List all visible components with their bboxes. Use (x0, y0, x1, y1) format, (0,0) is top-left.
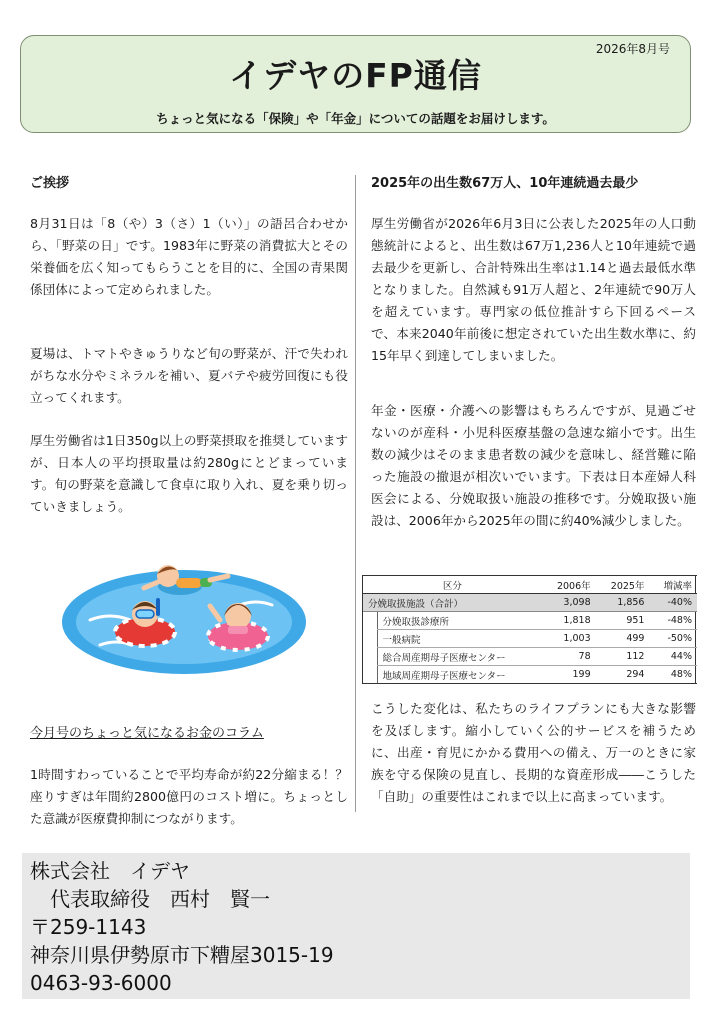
delivery-facilities-table (362, 575, 696, 684)
table-header-2025: 2025年 (596, 576, 650, 594)
company-address: 神奈川県伊勢原市下糟屋3015-19 (30, 943, 334, 967)
company-phone: 0463-93-6000 (30, 971, 172, 995)
table-cell-change: 44% (649, 648, 697, 666)
newsletter-subtitle: ちょっと気になる「保険」や「年金」についての話題をお届けします。 (156, 111, 555, 126)
table-cell-2006: 3,098 (542, 594, 596, 612)
table-cell-name: 分娩取扱施設（合計） (363, 594, 542, 612)
table-cell-name: 一般病院 (377, 630, 542, 648)
news-paragraph-2: 年金・医療・介護への影響はもちろんですが、見過ごせないのが産科・小児科医療基盤の急速な縮小です。出生数の減少はそのまま患者数の減少を意味し、経営難に陥った施設の撤退が相次いでいます。下表は日本産婦人科医会による、分娩取扱い施設の推移です。分娩取扱い施設は、2006年から2025年の間に約40%減少しました。 (371, 403, 696, 528)
news-paragraph-1: 厚生労働省が2026年6月3日に公表した2025年の人口動態統計によると、出生数は67万1,236人と10年連続で過去最少を更新し、合計特殊出生率は1.14と過去最低水準となりました。自然減も91万人超と、2年連続で90万人を超えています。専門家の低位推計すら下回るペースで、本来2040年前後に想定されていた出生数水準に、約15年早く到達してしまいました。 (371, 216, 696, 363)
pool-illustration (60, 550, 308, 678)
table-header-2006: 2006年 (542, 576, 596, 594)
table-cell-name: 分娩取扱診療所 (377, 612, 542, 630)
table-cell-2006: 78 (542, 648, 596, 666)
table-cell-name: 地域周産期母子医療センター (377, 666, 542, 684)
newsletter-title: イデヤのFP通信 (229, 56, 482, 95)
table-row (363, 630, 697, 648)
company-representative: 代表取締役 西村 賢一 (30, 887, 270, 911)
table-indent (363, 648, 377, 666)
company-name: 株式会社 イデヤ (30, 859, 190, 883)
greeting-title: ご挨拶 (30, 176, 70, 191)
table-cell-change: -50% (649, 630, 697, 648)
table-indent (363, 612, 377, 630)
money-column-paragraph: 1時間すわっていることで平均寿命が約22分縮まる！？座りすぎは年間約2800億円のコスト増に。ちょっとした意識が医療費抑制につながります。 (30, 767, 348, 826)
news-paragraph-3: こうした変化は、私たちのライフプランにも大きな影響を及ぼします。縮小していく公的サービスを補うために、出産・育児にかかる費用への備え、万一のときに家族を守る保険の見直し、長期的な資産形成――こうした「自助」の重要性はこれまで以上に高まっています。 (371, 701, 696, 804)
postal-code: 〒259-1143 (30, 915, 147, 939)
company-footer (22, 853, 690, 999)
table-cell-name: 総合周産期母子医療センター (377, 648, 542, 666)
table-cell-2006: 199 (542, 666, 596, 684)
table-cell-change: 48% (649, 666, 697, 684)
table-cell-2025: 951 (596, 612, 650, 630)
table-cell-2006: 1,818 (542, 612, 596, 630)
table-header-change: 増減率 (649, 576, 697, 594)
table-header-row (363, 576, 697, 594)
table-cell-change: -40% (649, 594, 697, 612)
column-divider (355, 175, 356, 812)
table-cell-2025: 499 (596, 630, 650, 648)
table-cell-2006: 1,003 (542, 630, 596, 648)
greeting-paragraph-2: 夏場は、トマトやきゅうりなど旬の野菜が、汗で失われがちな水分やミネラルを補い、夏バテや疲労回復にも役立ってくれます。 (30, 346, 348, 405)
table-cell-2025: 1,856 (596, 594, 650, 612)
issue-date: 2026年8月号 (595, 42, 670, 56)
table-cell-2025: 112 (596, 648, 650, 666)
table-row (363, 612, 697, 630)
newsletter-header (20, 35, 691, 133)
table-row (363, 666, 697, 684)
table-row (363, 648, 697, 666)
news-title: 2025年の出生数67万人、10年連続過去最少 (371, 176, 639, 191)
table-indent (363, 630, 377, 648)
table-row-total (363, 594, 697, 612)
greeting-paragraph-1: 8月31日は「8（や）3（さ）1（い）」の語呂合わせから、「野菜の日」です。1983年に野菜の消費拡大とその栄養価を広く知ってもらうことを目的に、全国の青果関係団体によって定められました。 (30, 216, 348, 297)
table-cell-2025: 294 (596, 666, 650, 684)
money-column-title: 今月号のちょっと気になるお金のコラム (30, 726, 264, 741)
greeting-paragraph-3: 厚生労働省は1日350g以上の野菜摂取を推奨していますが、日本人の平均摂取量は約280gにとどまっています。旬の野菜を意識して食卓に取り入れ、夏を乗り切っていきましょう。 (30, 433, 348, 514)
table-header-category: 区分 (363, 576, 542, 594)
table-cell-change: -48% (649, 612, 697, 630)
table-indent (363, 666, 377, 684)
